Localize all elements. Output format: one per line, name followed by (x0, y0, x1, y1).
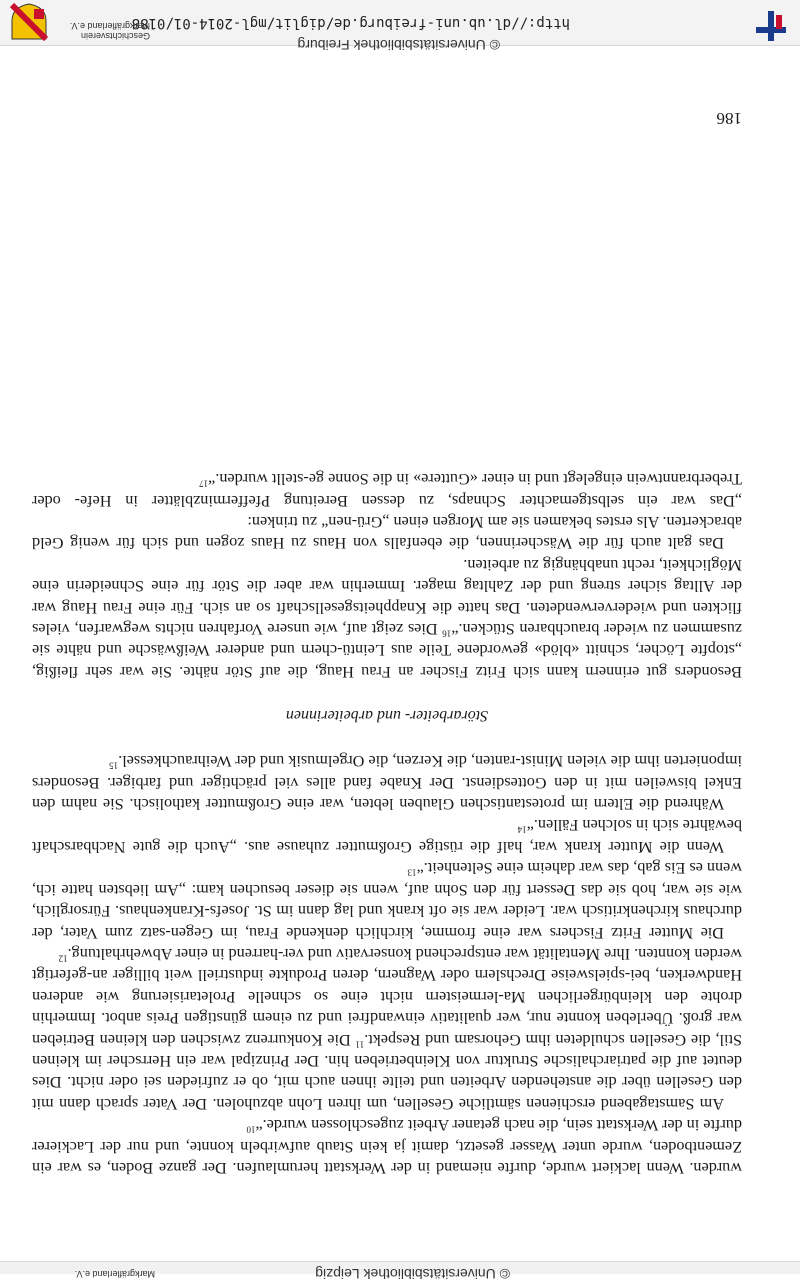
footnote-ref[interactable]: 11 (355, 1038, 365, 1049)
footnote-ref[interactable]: 10 (246, 1124, 256, 1135)
university-logo-icon[interactable] (754, 9, 788, 43)
paragraph-7: Das galt auch für die Wäscherinnen, die ebenfalls von Haus zu Haus zogen und sich für wenig Geld abrackerten. Als erstes bekamen sie am Morgen einen „Grü-nen“ zu trinken: (32, 513, 742, 553)
society-line-1: Geschichtsverein (80, 31, 150, 41)
society-name (70, 21, 150, 41)
top-partner-credit: Markgräflerland e.V. (74, 1269, 155, 1279)
page-number: 186 (716, 109, 742, 128)
document-url-link[interactable]: http://dl.ub.uni-freiburg.de/diglit/mgl-2014-01/0188 (131, 15, 570, 31)
top-library-credit: © Universitätsbibliothek Leipzig (315, 1266, 510, 1282)
footnote-ref[interactable]: 12 (58, 953, 68, 964)
bottom-toolbar (0, 0, 800, 53)
section-heading: Störarbeiter- und arbeiterinnen (285, 706, 489, 724)
footnote-ref[interactable]: 16 (442, 628, 452, 639)
bottom-library-credit: © Universitätsbibliothek Freiburg (297, 37, 500, 53)
society-line-2: Markgräflerland e.V. (69, 21, 150, 31)
paragraph-3: Die Mutter Fritz Fischers war eine fromme, kirchlich denkende Frau, im Gegen-satz zum Vater, der durchaus kirchenkritisch war. Leider war sie oft krank und lag dann im St. Josefs-Krankenhaus. Fürsorglich, wie sie war, hob sie das Dessert für den Sohn auf, wenn sie dieser besuchen kam: „Am liebsten hatte ich, wenn es Eis gab, das war daheim eine Seltenheit.“$^{13}$ (32, 859, 742, 942)
top-toolbar (0, 1261, 800, 1282)
paragraph-6: Besonders gut erinnern kann sich Fritz Fischer an Frau Haug, die auf Stör nähte. Sie war sehr fleißig, „stopfte Löcher, schnitt «blöd» gewordene Teile aus Leintü-chern und anderer Weißwäsche und nähte sie zusammen zu wieder brauchbaren Stücken.“$^{16}$ Dies zeigt auf, wie unsere Vorfahren nichts wegwarfen, vieles flickten und wiederverwendeten. Das hatte die Knappheitsgesellschaft so an sich. Für eine Frau Haug war der Alltag sicher streng und der Zahltag mager. Immerhin war aber die Stör für eine Schneiderin eine Möglichkeit, recht unabhängig zu arbeiten. (32, 555, 742, 681)
paragraph-5: Während die Eltern im protestantischen Glauben lebten, war eine Großmutter katholisch. Sie nahm den Enkel bisweilen mit in den Gottesdienst. Der Knabe fand alles viel prächtiger und farbiger. Besonders imponierten ihm die vielen Minist-ranten, die Kerzen, die Orgelmusik und der Weihrauchkessel.$^{15}$ (32, 752, 742, 814)
footnote-ref[interactable]: 17 (199, 478, 209, 489)
coat-of-arms-icon[interactable] (10, 3, 48, 41)
document-page (32, 88, 742, 1178)
paragraph-4: Wenn die Mutter krank war, half die rüstige Großmutter zuhause aus. „Auch die gute Nachbarschaft bewährte sich in solchen Fällen.“$^{14}$ (32, 816, 742, 856)
quote-paragraph: „Das war ein selbstgemachter Schnaps, zu dessen Bereitung Pfefferminzblätter in Hefe- oder Treberbranntwein eingelegt und in einer «Gutterе» in die Sonne ge-stellt wurden.“$^{17}$ (32, 470, 742, 510)
footnote-ref[interactable]: 13 (407, 867, 417, 878)
footnote-ref[interactable]: 14 (517, 824, 527, 835)
paragraph-2: Am Samstagabend erschienen sämtliche Gesellen, um ihren Lohn abzuholen. Der Vater sprach dann mit den Gesellen über die anstehenden Arbeiten und teilte ihnen auch mit, ob er zufrieden sei oder nicht. Dies deutet auf die patriarchalische Struktur von Kleinbetrieben hin. Der Prinzipal war ein Herrscher im kleinen Stil, die Gesellen schuldeten ihm Gehorsam und Respekt.$^{11}$ Die Konkurrenz zwischen den kleinen Betrieben war groß. Überleben konnte nur, wer qualitativ einwandfrei und zu einem günstigen Preis anbot. Immerhin drohte den kleinbürgerlichen Ma-lermeistern nicht eine so schnelle Proletarisierung wie anderen Handwerken, bei-spielsweise Drechslern oder Wagnern, deren Produkte industriell weit billiger an-gefertigt werden konnten. Ihre Mentalität war entsprechend konservativ und ver-harrend in einer Abwehrhaltung.$^{12}$ (32, 944, 742, 1113)
paragraph-1: wurden. Wenn lackiert wurde, durfte niemand in der Werkstatt herumlaufen. Der ganze Boden, es war ein Zementboden, wurde unter Wasser gesetzt, damit ja kein Staub aufwirbeln konnte, und nur der Lackierer durfte in der Werkstatt sein, die nach getaner Arbeit zugeschlossen wurde.“$^{10}$ (32, 1116, 742, 1177)
footnote-ref[interactable]: 15 (109, 760, 119, 771)
